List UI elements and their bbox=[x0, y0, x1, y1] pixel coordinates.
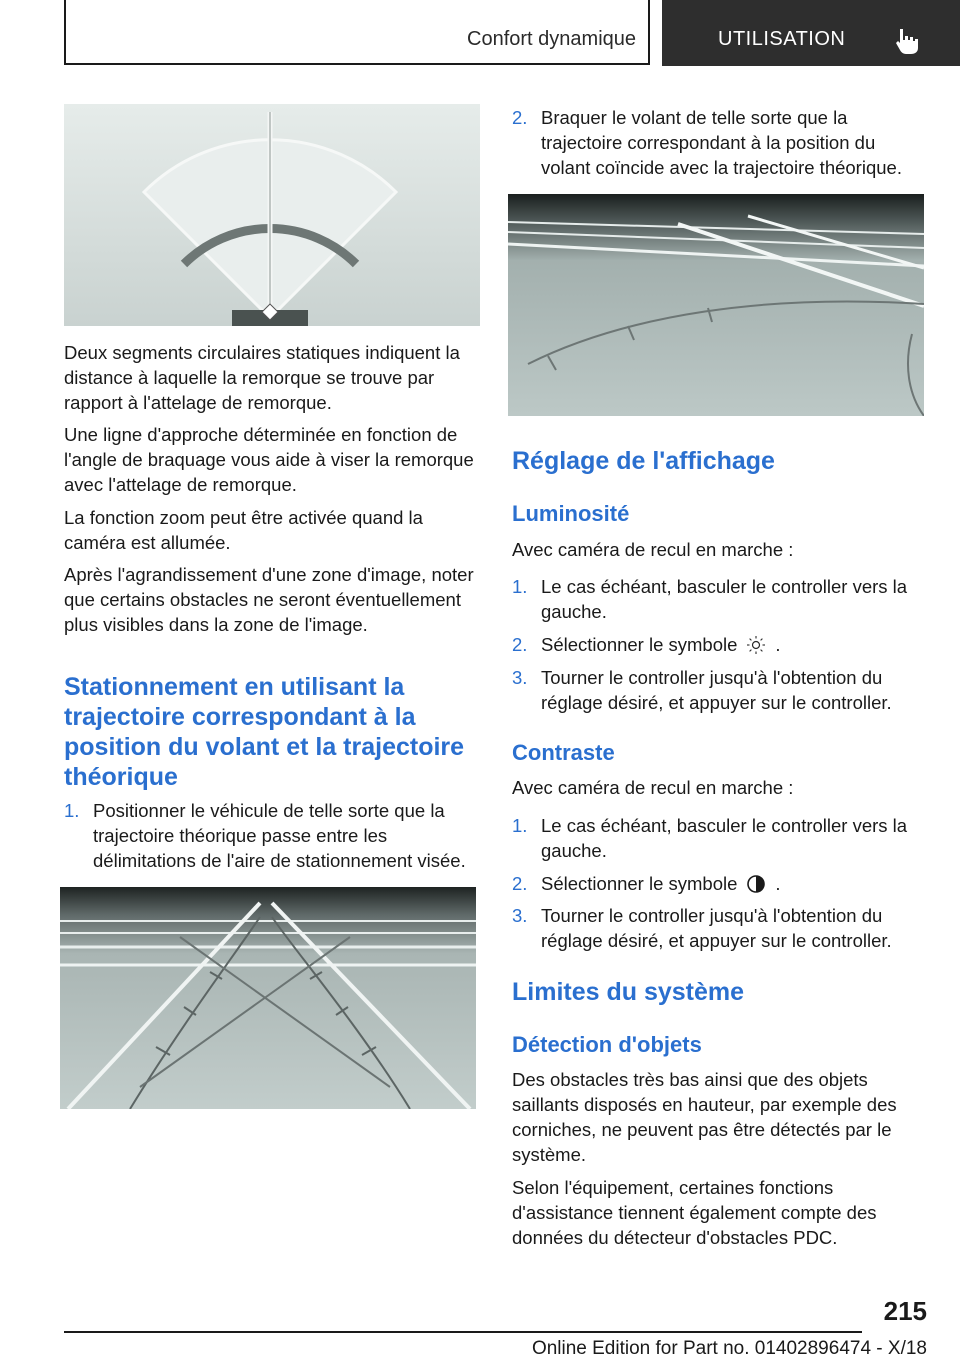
paragraph-enlarge-note: Après l'agrandissement d'une zone d'image, noter que certains obstacles ne seront éventuellement plus visibles dans la zone de l'image. bbox=[64, 564, 474, 635]
paragraph-approach-line: Une ligne d'approche déterminée en fonction de l'angle de braquage vous aide à viser la remorque avec l'attelage de remorque. bbox=[64, 424, 474, 495]
header-section-title: Confort dynamique bbox=[467, 28, 636, 50]
paragraph-circular-segments: Deux segments circulaires statiques indiquent la distance à laquelle la remorque se trouve par rapport à l'attelage de remorque. bbox=[64, 342, 460, 413]
header-rule-bottom bbox=[64, 63, 650, 65]
list-item-number: 3. bbox=[512, 905, 528, 926]
paragraph-zoom: La fonction zoom peut être activée quand la caméra est allumée. bbox=[64, 507, 423, 553]
list-item-text-end: . bbox=[775, 634, 781, 655]
heading-object-detection: Détection d'objets bbox=[512, 1032, 702, 1057]
sun-icon bbox=[743, 635, 769, 655]
hitch-distance-gauge-figure bbox=[64, 104, 480, 326]
list-item-number: 2. bbox=[512, 634, 528, 655]
list-item bbox=[512, 632, 926, 657]
list-item-text: Sélectionner le symbole bbox=[541, 873, 738, 894]
list-item bbox=[64, 798, 478, 873]
list-item bbox=[512, 871, 926, 896]
list-item-number: 2. bbox=[512, 107, 528, 128]
header-rule-left bbox=[64, 0, 66, 64]
list-item bbox=[512, 665, 926, 715]
list-item bbox=[512, 574, 926, 624]
list-item-number: 1. bbox=[512, 815, 528, 836]
paragraph-low-obstacles: Des obstacles très bas ainsi que des objets saillants disposés en hauteur, par exemple des corniches, ne peuvent pas être détectés par le système. bbox=[512, 1069, 897, 1165]
list-item-text: Sélectionner le symbole bbox=[541, 634, 738, 655]
contrast-icon bbox=[743, 874, 769, 894]
list-item-number: 1. bbox=[512, 576, 528, 597]
list-item-text: Le cas échéant, basculer le controller vers la gauche. bbox=[541, 576, 908, 622]
hand-pointer-icon bbox=[892, 26, 922, 56]
list-item bbox=[512, 105, 926, 180]
header-chapter-label: UTILISATION bbox=[718, 28, 846, 50]
list-item-text-with-icon bbox=[541, 632, 926, 657]
matching-trajectory-figure bbox=[508, 194, 924, 416]
page-number: 215 bbox=[883, 1296, 927, 1326]
list-item bbox=[512, 903, 926, 953]
heading-display-settings: Réglage de l'affichage bbox=[512, 447, 775, 475]
heading-brightness: Luminosité bbox=[512, 501, 630, 526]
brightness-intro: Avec caméra de recul en marche : bbox=[512, 539, 794, 560]
heading-parking-trajectory: Stationnement en utilisant la trajectoire correspondant à la position du volant et la trajectoire théorique bbox=[64, 673, 465, 791]
list-item-number: 3. bbox=[512, 667, 528, 688]
list-item-number: 2. bbox=[512, 873, 528, 894]
heading-system-limits: Limites du système bbox=[512, 978, 745, 1006]
list-item-text: Braquer le volant de telle sorte que la trajectoire correspondant à la position du volant coïncide avec la trajectoire théorique. bbox=[541, 107, 902, 178]
list-item-text: Tourner le controller jusqu'à l'obtention du réglage désiré, et appuyer sur le controller. bbox=[541, 667, 892, 713]
paragraph-pdc-data: Selon l'équipement, certaines fonctions d'assistance tiennent également compte des données du détecteur d'obstacles PDC. bbox=[512, 1177, 877, 1248]
contrast-intro: Avec caméra de recul en marche : bbox=[512, 777, 794, 798]
list-item-number: 1. bbox=[64, 800, 80, 821]
header-rule-divider bbox=[648, 0, 650, 64]
list-item-text: Tourner le controller jusqu'à l'obtention du réglage désiré, et appuyer sur le controller. bbox=[541, 905, 892, 951]
list-item-text: Le cas échéant, basculer le controller vers la gauche. bbox=[541, 815, 908, 861]
theoretical-trajectory-figure bbox=[60, 887, 476, 1109]
footer-edition: Online Edition for Part no. 01402896474 - X/18 bbox=[531, 1338, 927, 1359]
list-item bbox=[512, 813, 926, 863]
heading-contrast: Contraste bbox=[512, 740, 615, 765]
list-item-text-end: . bbox=[775, 873, 781, 894]
list-item-text: Positionner le véhicule de telle sorte que la trajectoire théorique passe entre les délimitations de l'aire de stationnement visée. bbox=[93, 800, 466, 871]
footer-rule bbox=[64, 1331, 862, 1333]
list-item-text-with-icon bbox=[541, 871, 926, 896]
